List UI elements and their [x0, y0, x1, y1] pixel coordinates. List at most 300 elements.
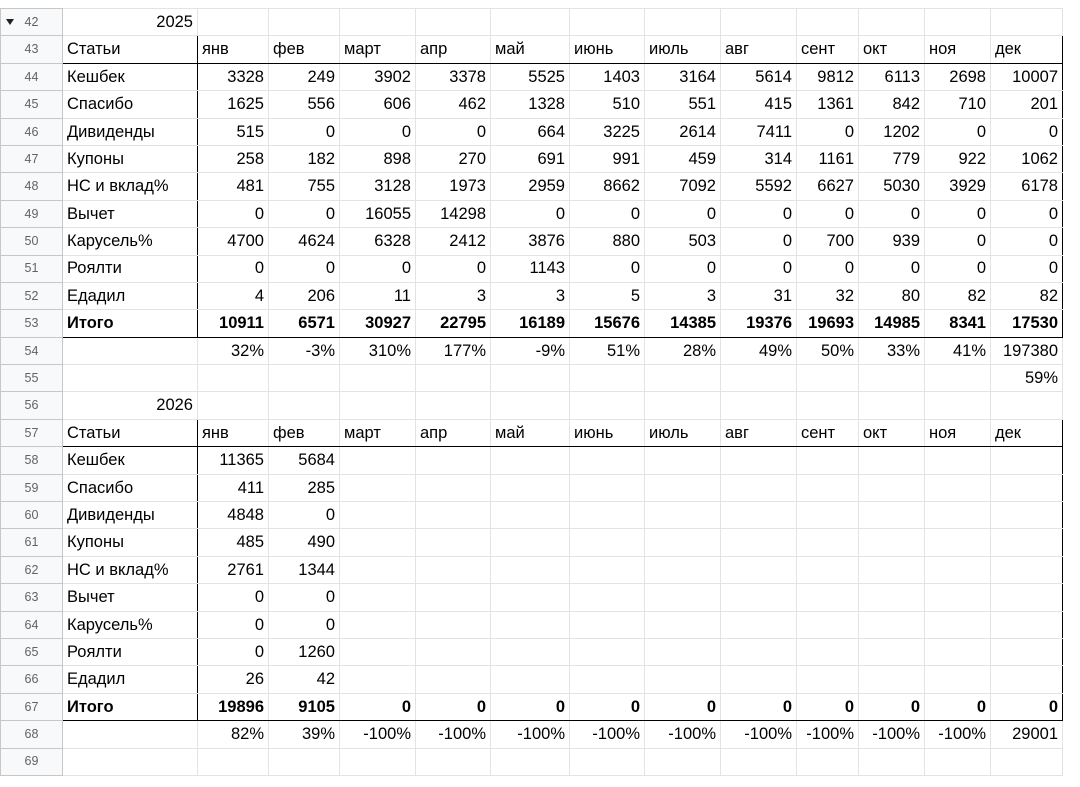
total-cell[interactable]: 19896 — [198, 693, 269, 720]
value-cell[interactable]: 0 — [570, 255, 645, 282]
row-label[interactable]: Карусель% — [63, 228, 198, 255]
value-cell[interactable] — [340, 638, 416, 665]
empty-cell[interactable] — [721, 748, 797, 775]
value-cell[interactable]: 7092 — [645, 173, 721, 200]
percent-cell[interactable]: 177% — [416, 337, 491, 364]
total-cell[interactable]: 0 — [491, 693, 570, 720]
value-cell[interactable]: 3902 — [340, 63, 416, 90]
empty-cell[interactable] — [991, 748, 1063, 775]
value-cell[interactable]: 8662 — [570, 173, 645, 200]
row-header[interactable]: 64 — [1, 611, 63, 638]
value-cell[interactable]: 490 — [269, 529, 340, 556]
value-cell[interactable]: 0 — [797, 200, 859, 227]
value-cell[interactable]: 0 — [991, 255, 1063, 282]
value-cell[interactable]: 0 — [925, 228, 991, 255]
value-cell[interactable]: 0 — [797, 255, 859, 282]
value-cell[interactable] — [859, 502, 925, 529]
value-cell[interactable]: 0 — [991, 118, 1063, 145]
value-cell[interactable]: 485 — [198, 529, 269, 556]
value-cell[interactable] — [721, 502, 797, 529]
header-cell-month[interactable]: окт — [859, 36, 925, 63]
collapse-arrow-icon[interactable] — [6, 19, 14, 25]
value-cell[interactable]: 1344 — [269, 556, 340, 583]
value-cell[interactable] — [797, 447, 859, 474]
value-cell[interactable] — [416, 529, 491, 556]
empty-cell[interactable] — [645, 748, 721, 775]
value-cell[interactable]: 1062 — [991, 145, 1063, 172]
empty-cell[interactable] — [570, 365, 645, 392]
value-cell[interactable]: 6113 — [859, 63, 925, 90]
row-header[interactable]: 46 — [1, 118, 63, 145]
value-cell[interactable] — [721, 584, 797, 611]
empty-cell[interactable] — [416, 9, 491, 36]
empty-cell[interactable] — [269, 9, 340, 36]
value-cell[interactable]: 0 — [198, 255, 269, 282]
value-cell[interactable]: 922 — [925, 145, 991, 172]
empty-cell[interactable] — [340, 365, 416, 392]
percent-cell[interactable]: 28% — [645, 337, 721, 364]
value-cell[interactable]: 556 — [269, 91, 340, 118]
total-cell[interactable]: 6571 — [269, 310, 340, 337]
empty-cell[interactable] — [63, 337, 198, 364]
value-cell[interactable]: 1973 — [416, 173, 491, 200]
value-cell[interactable] — [491, 584, 570, 611]
value-cell[interactable] — [645, 474, 721, 501]
empty-cell[interactable] — [491, 9, 570, 36]
empty-cell[interactable] — [340, 9, 416, 36]
header-cell-month[interactable]: май — [491, 419, 570, 446]
value-cell[interactable] — [416, 638, 491, 665]
empty-cell[interactable] — [340, 748, 416, 775]
value-cell[interactable]: 0 — [721, 255, 797, 282]
value-cell[interactable]: 5684 — [269, 447, 340, 474]
value-cell[interactable]: 880 — [570, 228, 645, 255]
value-cell[interactable] — [859, 584, 925, 611]
total-cell[interactable]: 0 — [340, 693, 416, 720]
empty-cell[interactable] — [340, 392, 416, 419]
value-cell[interactable]: 3 — [491, 282, 570, 309]
value-cell[interactable]: 5030 — [859, 173, 925, 200]
value-cell[interactable]: 26 — [198, 666, 269, 693]
value-cell[interactable]: 7411 — [721, 118, 797, 145]
row-header[interactable]: 54 — [1, 337, 63, 364]
value-cell[interactable] — [991, 447, 1063, 474]
value-cell[interactable]: 415 — [721, 91, 797, 118]
header-cell-month[interactable]: июнь — [570, 36, 645, 63]
row-label[interactable]: Спасибо — [63, 91, 198, 118]
percent-cell[interactable]: 41% — [925, 337, 991, 364]
value-cell[interactable] — [991, 638, 1063, 665]
value-cell[interactable]: 1403 — [570, 63, 645, 90]
value-cell[interactable] — [570, 529, 645, 556]
empty-cell[interactable] — [991, 9, 1063, 36]
value-cell[interactable]: 258 — [198, 145, 269, 172]
header-cell-month[interactable]: авг — [721, 419, 797, 446]
extra-percent-cell[interactable]: 59% — [991, 365, 1063, 392]
value-cell[interactable]: 510 — [570, 91, 645, 118]
value-cell[interactable] — [991, 474, 1063, 501]
value-cell[interactable]: 0 — [925, 200, 991, 227]
total-cell[interactable]: 0 — [859, 693, 925, 720]
value-cell[interactable] — [491, 502, 570, 529]
total-cell[interactable]: 0 — [797, 693, 859, 720]
value-cell[interactable] — [859, 447, 925, 474]
row-header[interactable]: 69 — [1, 748, 63, 775]
row-header[interactable]: 50 — [1, 228, 63, 255]
total-cell[interactable]: 19693 — [797, 310, 859, 337]
header-cell-month[interactable]: апр — [416, 36, 491, 63]
value-cell[interactable]: 4 — [198, 282, 269, 309]
value-cell[interactable] — [797, 638, 859, 665]
total-cell[interactable]: 0 — [925, 693, 991, 720]
value-cell[interactable] — [859, 529, 925, 556]
row-header[interactable]: 42 — [1, 9, 63, 36]
value-cell[interactable]: 0 — [198, 638, 269, 665]
header-cell-month[interactable]: апр — [416, 419, 491, 446]
value-cell[interactable] — [721, 447, 797, 474]
empty-cell[interactable] — [645, 9, 721, 36]
header-cell-month[interactable]: июль — [645, 36, 721, 63]
value-cell[interactable]: 5592 — [721, 173, 797, 200]
value-cell[interactable] — [645, 666, 721, 693]
value-cell[interactable]: 1161 — [797, 145, 859, 172]
header-cell-month[interactable]: март — [340, 419, 416, 446]
header-cell-items[interactable]: Статьи — [63, 36, 198, 63]
value-cell[interactable] — [491, 447, 570, 474]
value-cell[interactable]: 32 — [797, 282, 859, 309]
value-cell[interactable] — [570, 556, 645, 583]
value-cell[interactable] — [416, 447, 491, 474]
value-cell[interactable] — [925, 584, 991, 611]
total-cell[interactable]: 30927 — [340, 310, 416, 337]
value-cell[interactable] — [416, 502, 491, 529]
value-cell[interactable]: 5 — [570, 282, 645, 309]
value-cell[interactable] — [570, 666, 645, 693]
value-cell[interactable]: 0 — [269, 584, 340, 611]
total-cell[interactable]: 15676 — [570, 310, 645, 337]
percent-cell[interactable]: 50% — [797, 337, 859, 364]
empty-cell[interactable] — [859, 9, 925, 36]
value-cell[interactable]: 249 — [269, 63, 340, 90]
header-cell-month[interactable]: май — [491, 36, 570, 63]
value-cell[interactable] — [991, 584, 1063, 611]
header-cell-month[interactable]: фев — [269, 36, 340, 63]
value-cell[interactable]: 503 — [645, 228, 721, 255]
value-cell[interactable]: 82 — [991, 282, 1063, 309]
value-cell[interactable] — [797, 529, 859, 556]
value-cell[interactable] — [491, 529, 570, 556]
header-cell-items[interactable]: Статьи — [63, 419, 198, 446]
value-cell[interactable]: 0 — [991, 228, 1063, 255]
value-cell[interactable]: 462 — [416, 91, 491, 118]
header-cell-month[interactable]: окт — [859, 419, 925, 446]
value-cell[interactable] — [925, 638, 991, 665]
value-cell[interactable]: 3876 — [491, 228, 570, 255]
value-cell[interactable]: 2698 — [925, 63, 991, 90]
empty-cell[interactable] — [416, 365, 491, 392]
value-cell[interactable] — [721, 474, 797, 501]
value-cell[interactable] — [416, 556, 491, 583]
value-cell[interactable]: 10007 — [991, 63, 1063, 90]
value-cell[interactable]: 0 — [570, 200, 645, 227]
row-header[interactable]: 56 — [1, 392, 63, 419]
empty-cell[interactable] — [925, 9, 991, 36]
percent-cell[interactable]: -100% — [721, 721, 797, 748]
value-cell[interactable] — [491, 666, 570, 693]
empty-cell[interactable] — [797, 365, 859, 392]
value-cell[interactable] — [925, 611, 991, 638]
header-cell-month[interactable]: дек — [991, 419, 1063, 446]
empty-cell[interactable] — [797, 392, 859, 419]
total-cell[interactable]: 14385 — [645, 310, 721, 337]
value-cell[interactable]: 80 — [859, 282, 925, 309]
value-cell[interactable]: 9812 — [797, 63, 859, 90]
value-cell[interactable]: 6627 — [797, 173, 859, 200]
value-cell[interactable] — [797, 502, 859, 529]
row-label[interactable]: Купоны — [63, 145, 198, 172]
value-cell[interactable]: 3164 — [645, 63, 721, 90]
value-cell[interactable] — [645, 611, 721, 638]
empty-cell[interactable] — [721, 9, 797, 36]
value-cell[interactable] — [645, 638, 721, 665]
value-cell[interactable]: 5614 — [721, 63, 797, 90]
year-cell[interactable]: 2025 — [63, 9, 198, 36]
value-cell[interactable] — [340, 666, 416, 693]
value-cell[interactable]: 0 — [797, 118, 859, 145]
header-cell-month[interactable]: янв — [198, 36, 269, 63]
empty-cell[interactable] — [63, 365, 198, 392]
value-cell[interactable] — [340, 529, 416, 556]
empty-cell[interactable] — [570, 392, 645, 419]
row-header[interactable]: 49 — [1, 200, 63, 227]
value-cell[interactable]: 31 — [721, 282, 797, 309]
value-cell[interactable] — [340, 611, 416, 638]
value-cell[interactable]: 411 — [198, 474, 269, 501]
value-cell[interactable] — [340, 584, 416, 611]
total-label[interactable]: Итого — [63, 310, 198, 337]
value-cell[interactable]: 2614 — [645, 118, 721, 145]
value-cell[interactable]: 710 — [925, 91, 991, 118]
value-cell[interactable]: 0 — [491, 200, 570, 227]
row-header[interactable]: 68 — [1, 721, 63, 748]
value-cell[interactable] — [491, 638, 570, 665]
row-label[interactable]: Дивиденды — [63, 502, 198, 529]
percent-cell[interactable]: 82% — [198, 721, 269, 748]
percent-cell[interactable]: -100% — [859, 721, 925, 748]
value-cell[interactable]: 4700 — [198, 228, 269, 255]
row-label[interactable]: Роялти — [63, 638, 198, 665]
value-cell[interactable] — [645, 556, 721, 583]
empty-cell[interactable] — [797, 9, 859, 36]
value-cell[interactable] — [416, 584, 491, 611]
value-cell[interactable]: 1143 — [491, 255, 570, 282]
value-cell[interactable] — [645, 529, 721, 556]
header-cell-month[interactable]: янв — [198, 419, 269, 446]
percent-cell[interactable]: -100% — [797, 721, 859, 748]
value-cell[interactable] — [925, 556, 991, 583]
row-header[interactable]: 52 — [1, 282, 63, 309]
value-cell[interactable]: 11 — [340, 282, 416, 309]
value-cell[interactable]: 314 — [721, 145, 797, 172]
row-header[interactable]: 47 — [1, 145, 63, 172]
value-cell[interactable]: 0 — [340, 118, 416, 145]
row-label[interactable]: Купоны — [63, 529, 198, 556]
value-cell[interactable] — [416, 666, 491, 693]
total-cell[interactable]: 10911 — [198, 310, 269, 337]
value-cell[interactable]: 0 — [416, 255, 491, 282]
row-header[interactable]: 53 — [1, 310, 63, 337]
value-cell[interactable]: 0 — [198, 611, 269, 638]
row-header[interactable]: 61 — [1, 529, 63, 556]
value-cell[interactable] — [491, 474, 570, 501]
row-header[interactable]: 59 — [1, 474, 63, 501]
value-cell[interactable] — [797, 556, 859, 583]
value-cell[interactable]: 42 — [269, 666, 340, 693]
value-cell[interactable]: 0 — [925, 118, 991, 145]
empty-cell[interactable] — [198, 365, 269, 392]
value-cell[interactable] — [925, 666, 991, 693]
value-cell[interactable]: 6328 — [340, 228, 416, 255]
empty-cell[interactable] — [925, 365, 991, 392]
row-label[interactable]: Кешбек — [63, 63, 198, 90]
value-cell[interactable]: 5525 — [491, 63, 570, 90]
value-cell[interactable]: 3225 — [570, 118, 645, 145]
value-cell[interactable] — [797, 584, 859, 611]
value-cell[interactable]: 2959 — [491, 173, 570, 200]
value-cell[interactable]: 0 — [991, 200, 1063, 227]
header-cell-month[interactable]: авг — [721, 36, 797, 63]
value-cell[interactable]: 11365 — [198, 447, 269, 474]
row-label[interactable]: НС и вклад% — [63, 173, 198, 200]
row-label[interactable]: Кешбек — [63, 447, 198, 474]
header-cell-month[interactable]: ноя — [925, 419, 991, 446]
value-cell[interactable] — [721, 529, 797, 556]
value-cell[interactable]: 0 — [269, 502, 340, 529]
value-cell[interactable] — [645, 502, 721, 529]
value-cell[interactable]: 3929 — [925, 173, 991, 200]
value-cell[interactable] — [991, 611, 1063, 638]
value-cell[interactable]: 991 — [570, 145, 645, 172]
value-cell[interactable]: 0 — [925, 255, 991, 282]
empty-cell[interactable] — [198, 392, 269, 419]
value-cell[interactable]: 16055 — [340, 200, 416, 227]
value-cell[interactable]: 1202 — [859, 118, 925, 145]
value-cell[interactable] — [645, 447, 721, 474]
empty-cell[interactable] — [645, 365, 721, 392]
value-cell[interactable]: 842 — [859, 91, 925, 118]
value-cell[interactable]: 3 — [645, 282, 721, 309]
header-cell-month[interactable]: июль — [645, 419, 721, 446]
value-cell[interactable] — [645, 584, 721, 611]
row-header[interactable]: 51 — [1, 255, 63, 282]
value-cell[interactable] — [925, 447, 991, 474]
value-cell[interactable]: 0 — [859, 255, 925, 282]
percent-cell[interactable]: 310% — [340, 337, 416, 364]
value-cell[interactable]: 664 — [491, 118, 570, 145]
value-cell[interactable]: 0 — [198, 200, 269, 227]
empty-cell[interactable] — [491, 748, 570, 775]
value-cell[interactable]: 0 — [645, 200, 721, 227]
row-label[interactable]: Едадил — [63, 282, 198, 309]
empty-cell[interactable] — [491, 365, 570, 392]
value-cell[interactable] — [721, 666, 797, 693]
empty-cell[interactable] — [63, 721, 198, 748]
value-cell[interactable] — [925, 529, 991, 556]
row-header[interactable]: 48 — [1, 173, 63, 200]
header-cell-month[interactable]: сент — [797, 36, 859, 63]
percent-cell[interactable]: -100% — [925, 721, 991, 748]
row-label[interactable]: Вычет — [63, 200, 198, 227]
value-cell[interactable]: 459 — [645, 145, 721, 172]
empty-cell[interactable] — [925, 748, 991, 775]
value-cell[interactable] — [570, 611, 645, 638]
percent-cell[interactable]: -100% — [491, 721, 570, 748]
value-cell[interactable] — [570, 447, 645, 474]
value-cell[interactable] — [721, 556, 797, 583]
value-cell[interactable]: 755 — [269, 173, 340, 200]
value-cell[interactable]: 6178 — [991, 173, 1063, 200]
value-cell[interactable]: 779 — [859, 145, 925, 172]
total-cell[interactable]: 0 — [570, 693, 645, 720]
value-cell[interactable] — [859, 611, 925, 638]
empty-cell[interactable] — [721, 365, 797, 392]
empty-cell[interactable] — [925, 392, 991, 419]
row-label[interactable]: Роялти — [63, 255, 198, 282]
empty-cell[interactable] — [416, 748, 491, 775]
value-cell[interactable]: 0 — [645, 255, 721, 282]
row-header[interactable]: 58 — [1, 447, 63, 474]
header-cell-month[interactable]: ноя — [925, 36, 991, 63]
value-cell[interactable]: 206 — [269, 282, 340, 309]
header-cell-month[interactable]: сент — [797, 419, 859, 446]
total-cell[interactable]: 19376 — [721, 310, 797, 337]
percent-cell[interactable]: 49% — [721, 337, 797, 364]
percent-cell[interactable]: 29001 — [991, 721, 1063, 748]
empty-cell[interactable] — [491, 392, 570, 419]
value-cell[interactable] — [491, 611, 570, 638]
year-cell[interactable]: 2026 — [63, 392, 198, 419]
header-cell-month[interactable]: июнь — [570, 419, 645, 446]
empty-cell[interactable] — [721, 392, 797, 419]
value-cell[interactable]: 0 — [269, 200, 340, 227]
value-cell[interactable] — [340, 447, 416, 474]
value-cell[interactable]: 0 — [269, 118, 340, 145]
value-cell[interactable] — [570, 638, 645, 665]
value-cell[interactable] — [925, 474, 991, 501]
empty-cell[interactable] — [63, 748, 198, 775]
percent-cell[interactable]: -100% — [645, 721, 721, 748]
percent-cell[interactable]: -100% — [340, 721, 416, 748]
total-cell[interactable]: 9105 — [269, 693, 340, 720]
value-cell[interactable]: 515 — [198, 118, 269, 145]
value-cell[interactable] — [491, 556, 570, 583]
value-cell[interactable]: 898 — [340, 145, 416, 172]
value-cell[interactable]: 0 — [340, 255, 416, 282]
value-cell[interactable] — [797, 611, 859, 638]
value-cell[interactable] — [721, 611, 797, 638]
empty-cell[interactable] — [859, 748, 925, 775]
row-label[interactable]: НС и вклад% — [63, 556, 198, 583]
empty-cell[interactable] — [991, 392, 1063, 419]
percent-cell[interactable]: -3% — [269, 337, 340, 364]
value-cell[interactable]: 3378 — [416, 63, 491, 90]
row-label[interactable]: Спасибо — [63, 474, 198, 501]
value-cell[interactable]: 0 — [721, 200, 797, 227]
value-cell[interactable] — [416, 611, 491, 638]
value-cell[interactable] — [570, 502, 645, 529]
value-cell[interactable]: 0 — [269, 611, 340, 638]
value-cell[interactable]: 3 — [416, 282, 491, 309]
